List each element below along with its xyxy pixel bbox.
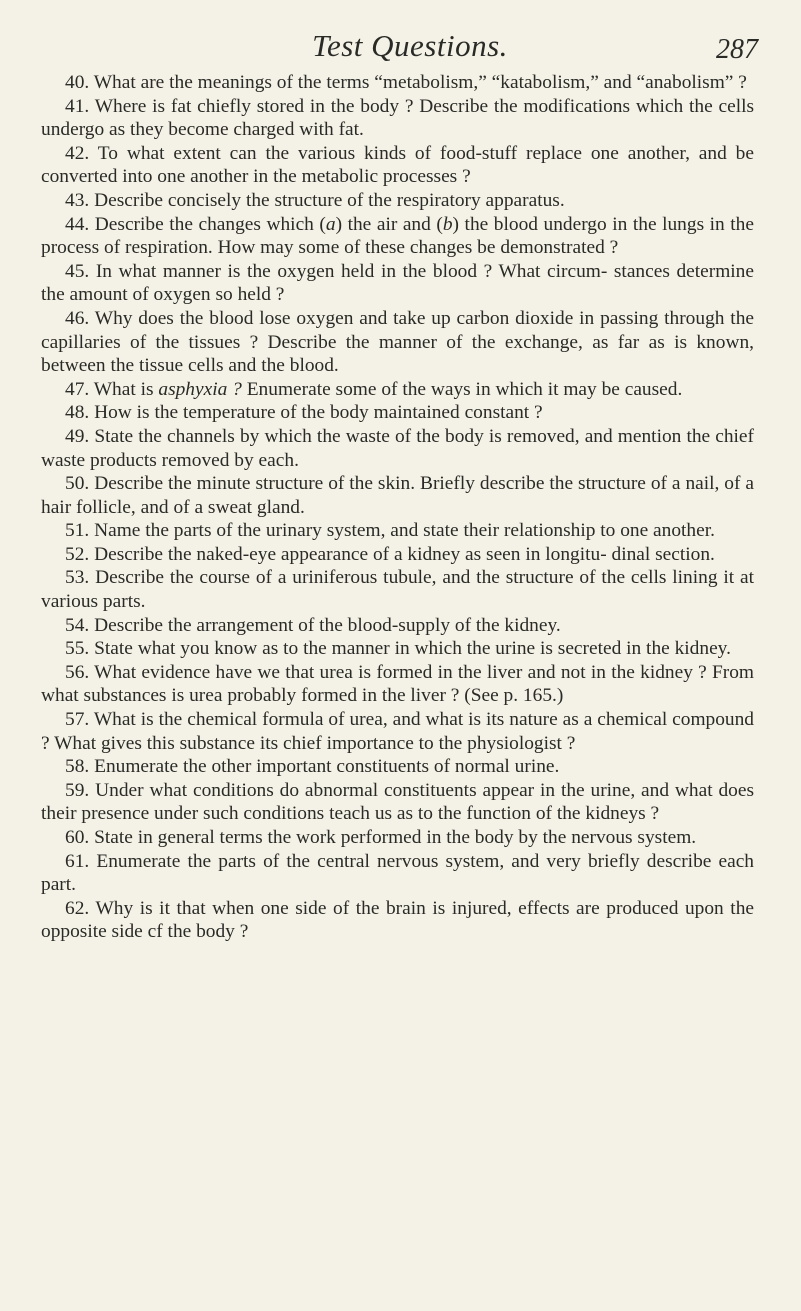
question-item <box>41 897 754 944</box>
question-number: 43. <box>65 189 90 211</box>
question-number: 45. <box>65 260 90 282</box>
question-number: 58. <box>65 756 90 778</box>
question-text: Describe concisely the structure of the respiratory apparatus. <box>94 189 565 211</box>
question-number: 52. <box>65 543 90 565</box>
question-text: Under what conditions do abnormal constituents appear in the urine, and what does their presence under such conditions teach us as to the function of the kidneys ? <box>41 779 754 825</box>
question-text: Describe the arrangement of the blood-supply of the kidney. <box>94 614 561 636</box>
question-item <box>41 566 754 613</box>
question-text: Enumerate the other important constituents of normal urine. <box>94 756 560 778</box>
question-item <box>41 425 754 472</box>
question-number: 50. <box>65 473 90 495</box>
question-item <box>41 472 754 519</box>
question-number: 62. <box>65 897 90 919</box>
question-italic-text: b <box>442 213 453 235</box>
question-number: 60. <box>65 827 90 848</box>
question-text: What evidence have we that urea is formed in the liver and not in the kidney ? From what substances is urea probably formed in the liver ? (See p. 165.) <box>41 661 755 707</box>
question-item <box>41 779 754 826</box>
question-number: 54. <box>65 614 90 636</box>
question-text: What are the meanings of the terms “metabolism,” “katabolism,” and “anabolism” ? <box>93 72 747 93</box>
question-item <box>41 826 754 850</box>
question-number: 56. <box>65 661 90 683</box>
question-text: State the channels by which the waste of the body is removed, and mention the chief waste products removed by each. <box>41 425 754 471</box>
question-item <box>41 543 754 567</box>
question-text: State what you know as to the manner in which the urine is secreted in the kidney. <box>94 638 731 660</box>
question-text: Where is fat chiefly stored in the body ? Describe the modifications which the cells undergo as they become charged with fat. <box>41 95 755 141</box>
question-text: In what manner is the oxygen held in the blood ? What circum- stances determine the amount of oxygen so held ? <box>41 260 754 306</box>
question-italic-text: asphyxia ? <box>158 378 242 400</box>
question-item <box>41 142 754 189</box>
question-number: 46. <box>65 307 90 329</box>
question-list <box>41 71 754 944</box>
question-number: 61. <box>65 850 90 872</box>
question-text: What is the chemical formula of urea, and what is its nature as a chemical compound ? What gives this substance its chief importance to the physiologist ? <box>41 709 755 754</box>
question-text: Enumerate some of the ways in which it may be caused. <box>241 378 683 400</box>
question-text: ) the air and ( <box>335 213 443 235</box>
question-number: 42. <box>65 142 90 164</box>
question-item <box>41 708 754 755</box>
question-item <box>41 401 754 425</box>
question-item <box>41 95 754 142</box>
question-number: 51. <box>65 520 90 542</box>
question-item <box>41 260 754 307</box>
question-number: 41. <box>65 95 90 117</box>
question-item <box>41 755 754 779</box>
running-title: Test Questions. <box>312 28 508 63</box>
question-item <box>41 213 754 260</box>
question-number: 55. <box>65 638 90 660</box>
question-item <box>41 378 754 402</box>
question-text: Describe the minute structure of the skin. Briefly describe the structure of a nail, of a hair follicle, and of a sweat gland. <box>41 473 754 518</box>
page-header <box>60 26 760 70</box>
question-item <box>41 637 754 661</box>
question-text: Describe the naked-eye appearance of a kidney as seen in longitu- dinal section. <box>94 543 715 565</box>
question-text: What is <box>93 378 159 400</box>
question-text: Enumerate the parts of the central nervous system, and very briefly describe each part. <box>41 850 754 896</box>
question-item <box>41 189 754 213</box>
question-text: Why is it that when one side of the brain is injured, effects are produced upon the opposite side cf the body ? <box>41 897 754 943</box>
question-item <box>41 71 754 95</box>
question-item <box>41 661 754 708</box>
question-number: 48. <box>65 402 90 424</box>
question-number: 49. <box>65 425 90 447</box>
question-text: How is the temperature of the body maintained constant ? <box>94 402 543 424</box>
question-text: To what extent can the various kinds of food-stuff replace one another, and be converted into one another in the metabolic processes ? <box>41 142 754 188</box>
question-text: Name the parts of the urinary system, and state their relationship to one another. <box>94 520 715 542</box>
question-number: 40. <box>65 72 90 93</box>
question-number: 47. <box>65 378 90 400</box>
question-text: State in general terms the work performed in the body by the nervous system. <box>94 827 697 848</box>
question-item <box>41 519 754 543</box>
question-number: 57. <box>65 709 90 731</box>
question-item <box>41 307 754 378</box>
page-number: 287 <box>716 34 758 65</box>
question-number: 53. <box>65 567 90 589</box>
question-text: Describe the course of a uriniferous tubule, and the structure of the cells lining it at various parts. <box>41 567 754 613</box>
question-number: 59. <box>65 779 90 801</box>
question-italic-text: a <box>325 213 336 235</box>
question-number: 44. <box>65 213 90 235</box>
question-text: ) the blood undergo in the lungs in the process of respiration. How may some of these changes be demonstrated ? <box>41 213 754 259</box>
question-text: Describe the changes which ( <box>94 213 326 235</box>
question-item <box>41 614 754 638</box>
question-text: Why does the blood lose oxygen and take up carbon dioxide in passing through the capillaries of the tissues ? Describe the manner of the exchange, as far as is known, between the tissue cells and the blood. <box>41 307 754 377</box>
question-item <box>41 850 754 897</box>
